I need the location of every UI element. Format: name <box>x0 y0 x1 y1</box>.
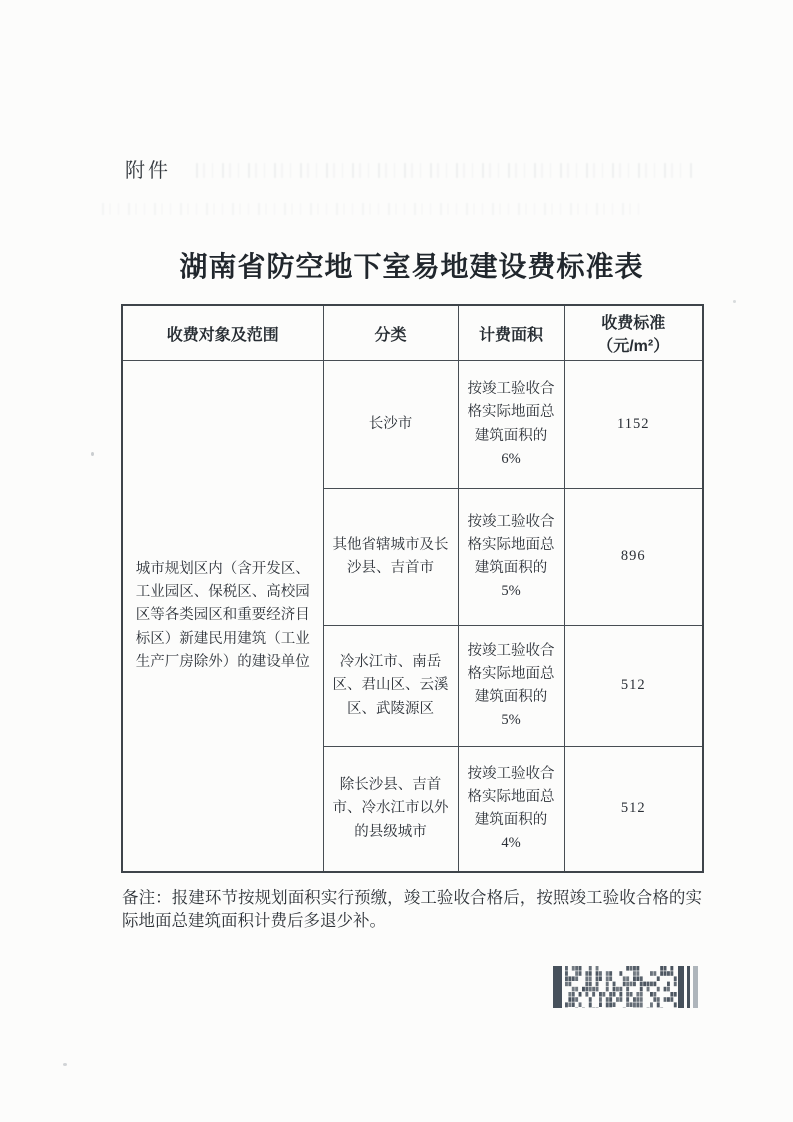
cell-rate: 512 <box>564 747 703 873</box>
cell-billing-area: 按竣工验收合格实际地面总建筑面积的 5% <box>458 626 564 747</box>
scan-bleed-through-band <box>102 203 647 215</box>
table-row <box>122 361 703 489</box>
scan-speck <box>733 300 736 303</box>
barcode-2d <box>553 966 706 1008</box>
cell-charge-scope: 城市规划区内（含开发区、工业园区、保税区、高校园区等各类园区和重要经济目标区）新建民用建筑（工业生产厂房除外）的建设单位 <box>122 361 323 873</box>
scan-speck <box>91 452 94 456</box>
cell-billing-area: 按竣工验收合格实际地面总建筑面积的 6% <box>458 361 564 489</box>
header-billing-area: 计费面积 <box>458 305 564 361</box>
cell-category: 冷水江市、南岳区、君山区、云溪区、武陵源区 <box>323 626 458 747</box>
cell-rate: 1152 <box>564 361 703 489</box>
cell-category: 其他省辖城市及长沙县、吉首市 <box>323 489 458 626</box>
cell-rate: 512 <box>564 626 703 747</box>
header-rate-standard: 收费标准（元/m²） <box>564 305 703 361</box>
cell-billing-area: 按竣工验收合格实际地面总建筑面积的 4% <box>458 747 564 873</box>
header-charge-scope: 收费对象及范围 <box>122 305 323 361</box>
header-classification: 分类 <box>323 305 458 361</box>
cell-category: 除长沙县、吉首市、冷水江市以外的县级城市 <box>323 747 458 873</box>
page-title: 湖南省防空地下室易地建设费标准表 <box>179 250 644 282</box>
table-header-row <box>122 305 703 361</box>
fee-standard-table <box>121 304 704 873</box>
attachment-label: 附件 <box>125 160 171 182</box>
footnote: 备注：报建环节按规划面积实行预缴，竣工验收合格后，按照竣工验收合格的实际地面总建筑面积计费后多退少补。 <box>122 887 702 931</box>
scan-bleed-through-band <box>196 163 694 178</box>
cell-rate: 896 <box>564 489 703 626</box>
cell-billing-area: 按竣工验收合格实际地面总建筑面积的 5% <box>458 489 564 626</box>
cell-category: 长沙市 <box>323 361 458 489</box>
scan-speck <box>63 1063 67 1066</box>
